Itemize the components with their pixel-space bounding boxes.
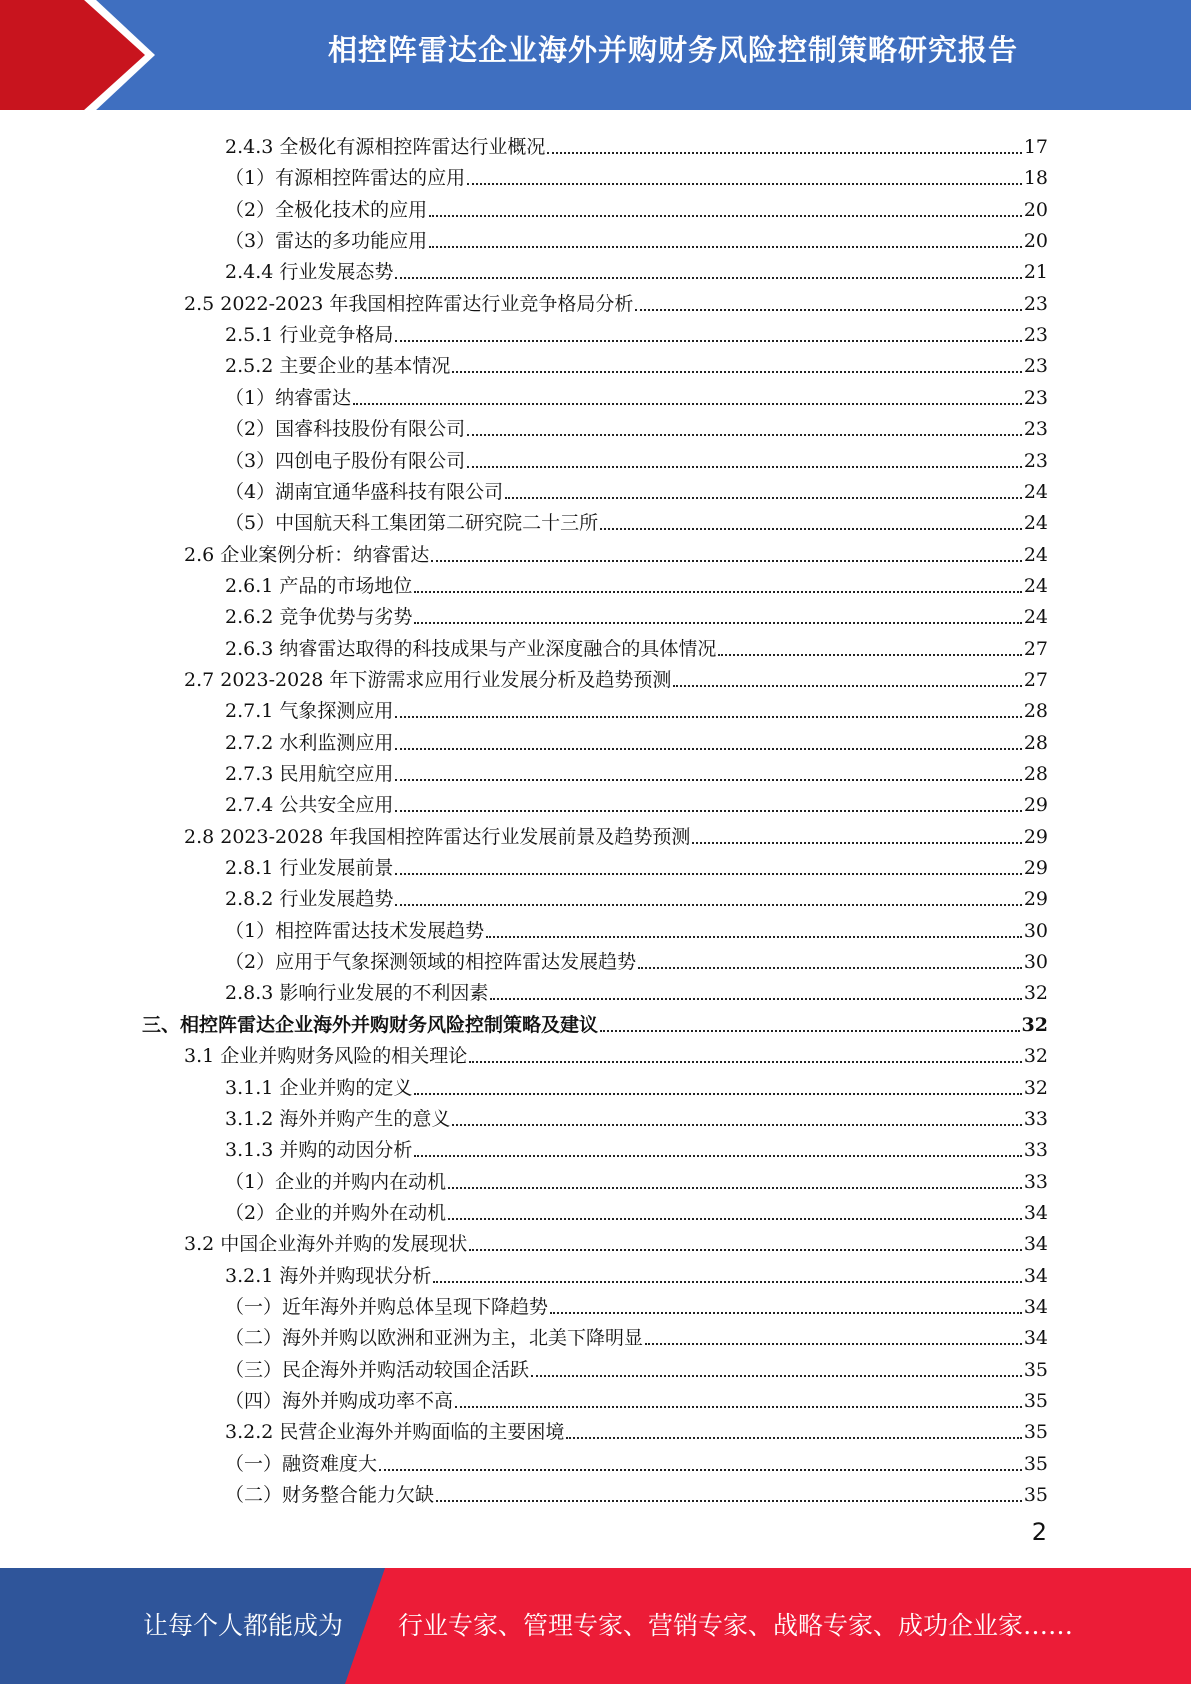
toc-entry[interactable] — [184, 1225, 1048, 1256]
toc-entry[interactable] — [225, 1194, 1048, 1225]
toc-entry[interactable] — [225, 598, 1048, 629]
toc-entry-title: （一）融资难度大 — [225, 1452, 378, 1475]
toc-entry-page: 27 — [1023, 668, 1048, 691]
toc-entry-page: 23 — [1023, 324, 1048, 347]
page-number: 2 — [1031, 1518, 1047, 1546]
toc-entry[interactable] — [184, 661, 1048, 692]
toc-leader-dots — [395, 340, 1021, 342]
toc-leader-dots — [490, 998, 1021, 1000]
toc-leader-dots — [469, 1061, 1022, 1063]
toc-entry-page: 28 — [1023, 700, 1048, 723]
toc-entry[interactable] — [225, 724, 1048, 755]
toc-leader-dots — [429, 246, 1022, 248]
toc-entry-page: 23 — [1023, 449, 1048, 472]
toc-leader-dots — [547, 152, 1021, 154]
toc-entry-page: 34 — [1023, 1295, 1048, 1318]
toc-entry[interactable] — [225, 1257, 1048, 1288]
footer-slogan-right: 行业专家、管理专家、营销专家、战略专家、成功企业家…… — [398, 1611, 1074, 1640]
toc-entry-page: 34 — [1023, 1264, 1048, 1287]
toc-entry-page: 35 — [1023, 1421, 1048, 1444]
toc-entry[interactable] — [225, 1163, 1048, 1194]
toc-leader-dots — [692, 842, 1021, 844]
toc-entry-title: 3.2.2 民营企业海外并购面临的主要困境 — [225, 1421, 565, 1444]
toc-entry[interactable] — [225, 473, 1048, 504]
toc-entry-page: 29 — [1023, 857, 1048, 880]
report-title: 相控阵雷达企业海外并购财务风险控制策略研究报告 — [327, 33, 1018, 67]
toc-entry-page: 20 — [1023, 230, 1048, 253]
toc-leader-dots — [395, 779, 1021, 781]
toc-entry-title: 2.8.3 影响行业发展的不利因素 — [225, 982, 489, 1005]
toc-entry[interactable] — [225, 630, 1048, 661]
toc-leader-dots — [469, 1249, 1022, 1251]
toc-entry-title: （三）民企海外并购活动较国企活跃 — [225, 1358, 530, 1381]
toc-leader-dots — [414, 1093, 1021, 1095]
toc-leader-dots — [718, 654, 1021, 656]
toc-entry-page: 23 — [1023, 418, 1048, 441]
toc-leader-dots — [452, 371, 1021, 373]
toc-entry-title: 三、相控阵雷达企业海外并购财务风险控制策略及建议 — [142, 1013, 599, 1036]
toc-entry[interactable] — [225, 1319, 1048, 1350]
toc-entry-title: 3.1 企业并购财务风险的相关理论 — [184, 1045, 468, 1068]
toc-entry-title: （2）全极化技术的应用 — [225, 198, 428, 221]
toc-entry-page: 32 — [1023, 1076, 1048, 1099]
toc-entry[interactable] — [225, 1413, 1048, 1444]
toc-entry-title: （2）企业的并购外在动机 — [225, 1201, 447, 1224]
toc-entry-page: 24 — [1023, 543, 1048, 566]
toc-entry[interactable] — [184, 536, 1048, 567]
toc-entry-page: 33 — [1023, 1107, 1048, 1130]
toc-entry[interactable] — [225, 786, 1048, 817]
toc-leader-dots — [505, 497, 1022, 499]
toc-entry-page: 30 — [1023, 919, 1048, 942]
toc-entry-title: 2.4.3 全极化有源相控阵雷达行业概况 — [225, 136, 546, 158]
toc-entry-title: 2.6 企业案例分析：纳睿雷达 — [184, 543, 430, 566]
toc-leader-dots — [395, 904, 1021, 906]
toc-entry-title: （4）湖南宜通华盛科技有限公司 — [225, 480, 504, 503]
toc-entry[interactable] — [225, 222, 1048, 253]
page-header — [0, 0, 1191, 110]
toc-entry-title: 2.6.2 竞争优势与劣势 — [225, 606, 413, 629]
toc-leader-dots — [566, 1437, 1021, 1439]
toc-entry-title: （1）相控阵雷达技术发展趋势 — [225, 919, 485, 942]
footer-slogan-left: 让每个人都能成为 — [143, 1611, 344, 1640]
toc-leader-dots — [600, 528, 1022, 530]
toc-leader-dots — [379, 1469, 1022, 1471]
toc-entry-title: 2.7.3 民用航空应用 — [225, 763, 394, 785]
toc-entry[interactable] — [225, 253, 1048, 284]
toc-entry-title: 2.8 2023-2028 年我国相控阵雷达行业发展前景及趋势预测 — [184, 825, 691, 848]
toc-entry-title: 2.7.4 公共安全应用 — [225, 794, 394, 817]
toc-leader-dots — [395, 277, 1021, 279]
toc-entry-title: 3.2.1 海外并购现状分析 — [225, 1264, 432, 1287]
toc-entry-title: 3.1.2 海外并购产生的意义 — [225, 1107, 451, 1130]
toc-entry-page: 32 — [1021, 1013, 1048, 1036]
toc-entry-page: 34 — [1023, 1327, 1048, 1350]
toc-entry[interactable] — [225, 1445, 1048, 1476]
toc-leader-dots — [467, 466, 1022, 468]
toc-entry-title: （2）应用于气象探测领域的相控阵雷达发展趋势 — [225, 951, 637, 974]
toc-leader-dots — [448, 1187, 1022, 1189]
toc-entry-page: 35 — [1023, 1452, 1048, 1475]
toc-entry-title: 2.5.2 主要企业的基本情况 — [225, 355, 451, 378]
toc-entry-title: 2.8.1 行业发展前景 — [225, 857, 394, 880]
toc-entry[interactable] — [225, 943, 1048, 974]
toc-entry-title: （1）有源相控阵雷达的应用 — [225, 167, 466, 190]
toc-entry[interactable] — [225, 880, 1048, 911]
toc-entry-page: 18 — [1023, 167, 1048, 190]
toc-entry-page: 23 — [1023, 355, 1048, 378]
toc-entry-page: 35 — [1023, 1358, 1048, 1381]
toc-entry[interactable] — [225, 567, 1048, 598]
toc-entry-title: 2.6.3 纳睿雷达取得的科技成果与产业深度融合的具体情况 — [225, 637, 717, 660]
toc-entry[interactable] — [225, 1351, 1048, 1382]
toc-entry-title: （1）纳睿雷达 — [225, 386, 352, 409]
toc-leader-dots — [436, 1500, 1022, 1502]
toc-leader-dots — [433, 1281, 1021, 1283]
toc-entry-title: 2.4.4 行业发展态势 — [225, 261, 394, 284]
toc-leader-dots — [645, 1343, 1022, 1345]
toc-entry[interactable] — [225, 1100, 1048, 1131]
toc-leader-dots — [414, 1155, 1021, 1157]
toc-entry-page: 32 — [1023, 1045, 1048, 1068]
toc-entry[interactable] — [225, 692, 1048, 723]
toc-entry[interactable] — [225, 504, 1048, 535]
toc-entry[interactable] — [225, 379, 1048, 410]
toc-leader-dots — [600, 1030, 1020, 1032]
toc-leader-dots — [429, 215, 1022, 217]
toc-entry-title: 2.7.2 水利监测应用 — [225, 731, 394, 754]
toc-entry-page: 23 — [1023, 386, 1048, 409]
toc-entry[interactable] — [184, 818, 1048, 849]
toc-entry-page: 24 — [1023, 574, 1048, 597]
toc-entry-title: （3）四创电子股份有限公司 — [225, 449, 466, 472]
toc-leader-dots — [531, 1375, 1022, 1377]
toc-leader-dots — [455, 1406, 1022, 1408]
toc-entry-title: 3.2 中国企业海外并购的发展现状 — [184, 1233, 468, 1256]
toc-entry[interactable] — [225, 974, 1048, 1005]
toc-entry-title: 2.5.1 行业竞争格局 — [225, 324, 394, 347]
toc-entry-title: 2.7 2023-2028 年下游需求应用行业发展分析及趋势预测 — [184, 668, 672, 691]
toc-leader-dots — [395, 810, 1021, 812]
toc-entry[interactable] — [225, 1382, 1048, 1413]
toc-entry-title: （二）海外并购以欧洲和亚洲为主，北美下降明显 — [225, 1327, 644, 1350]
toc-leader-dots — [635, 309, 1021, 311]
toc-leader-dots — [414, 591, 1021, 593]
toc-entry-title: 2.6.1 产品的市场地位 — [225, 574, 413, 597]
toc-entry[interactable] — [225, 1476, 1048, 1507]
toc-entry[interactable] — [225, 442, 1048, 473]
page-footer — [0, 1568, 1191, 1684]
toc-entry-page: 30 — [1023, 951, 1048, 974]
toc-entry-page: 35 — [1023, 1390, 1048, 1412]
toc-entry-page: 34 — [1023, 1233, 1048, 1256]
toc-leader-dots — [452, 1124, 1021, 1126]
toc-entry-title: （二）财务整合能力欠缺 — [225, 1484, 435, 1507]
toc-entry-page: 29 — [1023, 794, 1048, 817]
toc-entry-page: 34 — [1023, 1201, 1048, 1224]
header-red-chevron — [0, 0, 145, 110]
toc-entry-page: 21 — [1023, 261, 1048, 284]
toc-leader-dots — [448, 1218, 1022, 1220]
toc-entry-title: 2.5 2022-2023 年我国相控阵雷达行业竞争格局分析 — [184, 292, 634, 315]
toc-entry-title: 2.8.2 行业发展趋势 — [225, 888, 394, 911]
toc-entry-page: 20 — [1023, 198, 1048, 221]
toc-leader-dots — [395, 716, 1021, 718]
toc-entry-title: 2.7.1 气象探测应用 — [225, 700, 394, 723]
toc-entry-page: 24 — [1023, 606, 1048, 629]
toc-leader-dots — [395, 873, 1021, 875]
toc-entry[interactable] — [225, 159, 1048, 190]
toc-entry[interactable] — [225, 410, 1048, 441]
toc-leader-dots — [353, 403, 1022, 405]
toc-entry[interactable] — [225, 1069, 1048, 1100]
toc-entry-page: 33 — [1023, 1170, 1048, 1193]
toc-leader-dots — [431, 560, 1022, 562]
toc-entry[interactable] — [225, 316, 1048, 347]
toc-entry-title: （2）国睿科技股份有限公司 — [225, 418, 466, 441]
toc-entry-page: 33 — [1023, 1139, 1048, 1162]
toc-entry-page: 23 — [1023, 292, 1048, 315]
toc-entry-title: （1）企业的并购内在动机 — [225, 1170, 447, 1193]
toc-leader-dots — [467, 183, 1022, 185]
toc-entry-title: （一）近年海外并购总体呈现下降趋势 — [225, 1295, 549, 1318]
toc-entry-page: 29 — [1023, 825, 1048, 848]
toc-leader-dots — [467, 434, 1022, 436]
toc-entry[interactable] — [225, 849, 1048, 880]
toc-leader-dots — [673, 685, 1021, 687]
toc-entry-page: 35 — [1023, 1484, 1048, 1507]
toc-entry-title: （四）海外并购成功率不高 — [225, 1390, 454, 1412]
toc-entry[interactable] — [225, 191, 1048, 222]
toc-entry[interactable] — [225, 1131, 1048, 1162]
toc-entry[interactable] — [225, 347, 1048, 378]
toc-leader-dots — [414, 622, 1021, 624]
toc-leader-dots — [395, 748, 1021, 750]
toc-leader-dots — [638, 967, 1022, 969]
toc-entry-page: 28 — [1023, 731, 1048, 754]
toc-entry-page: 32 — [1023, 982, 1048, 1005]
toc-entry[interactable] — [184, 1037, 1048, 1068]
toc-entry[interactable] — [225, 755, 1048, 786]
toc-entry-page: 17 — [1023, 136, 1048, 158]
toc-leader-dots — [486, 936, 1022, 938]
toc-entry-page: 24 — [1023, 512, 1048, 535]
toc-entry-page: 24 — [1023, 480, 1048, 503]
toc-entry[interactable] — [225, 912, 1048, 943]
toc-entry[interactable] — [225, 128, 1048, 159]
toc-entry-page: 28 — [1023, 763, 1048, 785]
toc-entry[interactable] — [225, 1288, 1048, 1319]
toc-entry-title: 3.1.3 并购的动因分析 — [225, 1139, 413, 1162]
toc-entry[interactable] — [142, 1006, 1048, 1037]
toc-entry-page: 27 — [1023, 637, 1048, 660]
toc-leader-dots — [550, 1312, 1022, 1314]
toc-entry-title: （3）雷达的多功能应用 — [225, 230, 428, 253]
toc-entry-title: （5）中国航天科工集团第二研究院二十三所 — [225, 512, 599, 535]
toc-entry-title: 3.1.1 企业并购的定义 — [225, 1076, 413, 1099]
toc-entry[interactable] — [184, 285, 1048, 316]
toc-entry-page: 29 — [1023, 888, 1048, 911]
